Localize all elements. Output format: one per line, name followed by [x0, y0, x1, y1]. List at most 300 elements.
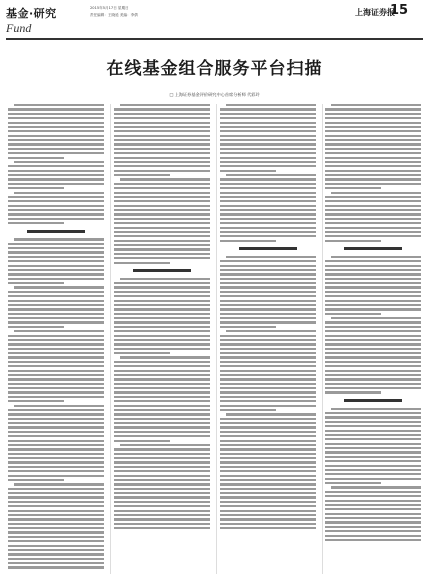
text-line [8, 321, 104, 323]
text-line [8, 514, 104, 516]
text-line [220, 510, 316, 512]
text-line [220, 479, 316, 481]
text-line [114, 527, 210, 529]
text-line [325, 122, 421, 124]
subheading-placeholder [114, 268, 210, 274]
text-line [325, 521, 421, 523]
text-line [114, 448, 210, 450]
text-line [8, 304, 104, 306]
text-line [114, 161, 210, 163]
text-line [220, 122, 316, 124]
text-line [220, 321, 316, 323]
text-line [325, 308, 421, 310]
text-line [325, 108, 421, 110]
text-line [220, 291, 316, 293]
text-line [114, 244, 210, 246]
text-line [8, 170, 104, 172]
text-line [220, 152, 316, 154]
text-line [8, 251, 104, 253]
text-line [120, 178, 210, 180]
text-line [325, 517, 421, 519]
text-line [220, 378, 316, 380]
text-line [8, 313, 104, 315]
text-line [325, 530, 421, 532]
text-line [8, 549, 104, 551]
text-line [325, 157, 421, 159]
text-line [114, 457, 210, 459]
text-line [8, 273, 104, 275]
text-line [220, 527, 316, 529]
text-line [325, 491, 421, 493]
text-line [226, 413, 316, 415]
text-line [325, 213, 421, 215]
text-line [8, 343, 104, 345]
text-line [114, 135, 210, 137]
text-line [8, 291, 104, 293]
text-line [325, 126, 421, 128]
text-line [8, 383, 104, 385]
text-line [8, 205, 104, 207]
text-line [331, 256, 421, 258]
text-line [220, 444, 316, 446]
text-line [8, 479, 64, 481]
text-line [325, 465, 421, 467]
text-line [220, 470, 316, 472]
text-line [114, 313, 210, 315]
text-line [114, 130, 210, 132]
text-line [325, 370, 421, 372]
text-line [325, 339, 421, 341]
text-line [325, 240, 381, 242]
text-line [8, 300, 104, 302]
text-line [114, 122, 210, 124]
text-line [114, 470, 210, 472]
text-line [220, 161, 316, 163]
text-line [14, 192, 104, 194]
text-line [8, 518, 104, 520]
text-line [325, 451, 421, 453]
text-line [8, 448, 104, 450]
text-line [226, 256, 316, 258]
text-line [220, 113, 316, 115]
text-line [220, 213, 316, 215]
text-line [220, 313, 316, 315]
text-line [220, 227, 316, 229]
text-line [114, 435, 210, 437]
text-line [220, 200, 316, 202]
text-line [8, 256, 104, 258]
text-line [220, 461, 316, 463]
text-line [114, 113, 210, 115]
text-line [325, 412, 421, 414]
text-line [114, 483, 210, 485]
text-line [8, 308, 104, 310]
text-line [8, 108, 104, 110]
text-line [8, 352, 104, 354]
text-line [114, 422, 210, 424]
text-line [8, 326, 64, 328]
text-line [325, 361, 421, 363]
text-line [114, 343, 210, 345]
text-line [114, 440, 170, 442]
subheading-placeholder [8, 228, 104, 234]
text-line [114, 370, 210, 372]
text-line [8, 396, 104, 398]
text-line [325, 200, 421, 202]
text-line [220, 352, 316, 354]
text-line [220, 235, 316, 237]
text-line [114, 218, 210, 220]
text-line [8, 475, 104, 477]
text-line [325, 139, 421, 141]
article-byline: □ 上海证券基金评价研究中心首席分析师 代彩玲 [169, 92, 260, 97]
text-line [325, 425, 421, 427]
text-column-2 [114, 104, 210, 531]
text-line [114, 413, 210, 415]
text-line [8, 418, 104, 420]
text-line [114, 139, 210, 141]
text-line [8, 431, 104, 433]
page-number: 15 [390, 3, 409, 18]
text-line [8, 178, 104, 180]
text-line [8, 496, 104, 498]
text-line [14, 104, 104, 106]
text-line [114, 174, 170, 176]
text-line [14, 405, 104, 407]
text-line [8, 505, 104, 507]
text-line [325, 430, 421, 432]
text-line [325, 504, 421, 506]
text-line [114, 143, 210, 145]
text-line [220, 418, 316, 420]
text-line [8, 278, 104, 280]
text-line [331, 104, 421, 106]
text-line [114, 291, 210, 293]
text-line [220, 514, 316, 516]
text-line [8, 370, 104, 372]
article-title: 在线基金组合服务平台扫描 [106, 59, 323, 79]
text-line [114, 126, 210, 128]
text-line [325, 482, 381, 484]
text-line [8, 143, 104, 145]
text-line [8, 183, 104, 185]
text-line [220, 222, 316, 224]
text-line [114, 117, 210, 119]
text-line [8, 540, 104, 542]
text-line [8, 174, 104, 176]
text-line [8, 562, 104, 564]
text-line [325, 178, 421, 180]
text-line [14, 483, 104, 485]
text-line [331, 408, 421, 410]
text-line [220, 278, 316, 280]
text-line [8, 209, 104, 211]
text-line [325, 434, 421, 436]
text-line [220, 205, 316, 207]
text-line [220, 348, 316, 350]
text-line [331, 486, 421, 488]
text-line [220, 361, 316, 363]
column-divider [322, 104, 323, 574]
text-line [220, 317, 316, 319]
text-column-1 [8, 104, 104, 571]
text-line [325, 130, 421, 132]
text-line [14, 161, 104, 163]
text-line [325, 500, 421, 502]
text-line [325, 335, 421, 337]
text-line [325, 278, 421, 280]
text-line [220, 409, 276, 411]
text-line [220, 170, 276, 172]
text-line [8, 348, 104, 350]
text-line [220, 370, 316, 372]
text-line [8, 527, 104, 529]
text-line [8, 422, 104, 424]
text-line [220, 483, 316, 485]
text-line [8, 135, 104, 137]
text-line [114, 365, 210, 367]
text-line [8, 139, 104, 141]
text-line [220, 383, 316, 385]
text-line [114, 510, 210, 512]
text-line [8, 196, 104, 198]
text-line [114, 165, 210, 167]
column-divider [216, 104, 217, 574]
text-line [114, 501, 210, 503]
text-line [8, 387, 104, 389]
text-line [220, 148, 316, 150]
text-line [325, 438, 421, 440]
text-line [220, 308, 316, 310]
text-line [325, 231, 421, 233]
text-line [8, 247, 104, 249]
text-line [8, 444, 104, 446]
text-line [114, 295, 210, 297]
text-line [220, 488, 316, 490]
text-line [114, 418, 210, 420]
text-line [114, 262, 170, 264]
text-line [325, 222, 421, 224]
text-line [325, 513, 421, 515]
text-line [325, 174, 421, 176]
text-line [325, 135, 421, 137]
text-line [8, 317, 104, 319]
column-divider [110, 104, 111, 574]
text-line [114, 453, 210, 455]
text-line [220, 108, 316, 110]
text-line [220, 400, 316, 402]
text-line [220, 453, 316, 455]
text-line [8, 148, 104, 150]
text-line [114, 505, 210, 507]
text-line [325, 282, 421, 284]
text-line [220, 374, 316, 376]
text-line [114, 222, 210, 224]
text-line [325, 235, 421, 237]
text-line [114, 231, 210, 233]
text-line [325, 152, 421, 154]
text-line [8, 335, 104, 337]
text-line [8, 391, 104, 393]
text-line [220, 440, 316, 442]
text-line [8, 339, 104, 341]
text-line [8, 558, 104, 560]
text-line [8, 295, 104, 297]
text-line [220, 496, 316, 498]
text-line [8, 260, 104, 262]
text-line [331, 192, 421, 194]
text-line [220, 343, 316, 345]
text-line [114, 391, 210, 393]
text-line [8, 243, 104, 245]
text-line [114, 227, 210, 229]
text-line [325, 300, 421, 302]
subheading-placeholder [220, 246, 316, 252]
text-line [325, 460, 421, 462]
text-line [114, 378, 210, 380]
text-line [220, 130, 316, 132]
text-line [8, 488, 104, 490]
page-header [0, 0, 429, 40]
text-line [114, 348, 210, 350]
text-line [114, 196, 210, 198]
text-line [220, 365, 316, 367]
text-line [220, 183, 316, 185]
text-line [8, 222, 64, 224]
text-line [220, 396, 316, 398]
text-line [325, 321, 421, 323]
text-line [114, 496, 210, 498]
text-line [220, 422, 316, 424]
text-line [325, 227, 421, 229]
text-line [114, 213, 210, 215]
section-name-en: Fund [6, 21, 32, 35]
text-line [114, 157, 210, 159]
text-line [220, 135, 316, 137]
text-line [8, 466, 104, 468]
text-line [8, 531, 104, 533]
text-line [220, 117, 316, 119]
text-line [114, 235, 210, 237]
text-line [325, 326, 421, 328]
text-line [325, 365, 421, 367]
text-line [8, 152, 104, 154]
text-line [8, 510, 104, 512]
text-line [8, 400, 64, 402]
text-line [114, 335, 210, 337]
text-line [325, 391, 381, 393]
text-line [8, 435, 104, 437]
text-line [220, 165, 316, 167]
text-line [8, 523, 104, 525]
text-line [114, 409, 210, 411]
text-line [325, 443, 421, 445]
text-line [325, 260, 421, 262]
text-line [226, 174, 316, 176]
text-line [114, 209, 210, 211]
text-line [220, 505, 316, 507]
header-rule [6, 38, 423, 40]
text-line [325, 416, 421, 418]
text-line [114, 192, 210, 194]
text-line [220, 231, 316, 233]
text-line [325, 165, 421, 167]
section-name: 基金·研究 [6, 7, 57, 20]
text-line [8, 117, 104, 119]
text-column-4 [325, 104, 421, 543]
text-line [220, 286, 316, 288]
text-line [114, 475, 210, 477]
text-line [8, 165, 104, 167]
text-line [325, 265, 421, 267]
text-line [8, 426, 104, 428]
text-line [114, 257, 210, 259]
text-line [114, 492, 210, 494]
text-line [114, 361, 210, 363]
text-line [325, 539, 421, 541]
text-line [325, 526, 421, 528]
text-line [114, 240, 210, 242]
text-line [325, 161, 421, 163]
text-line [8, 440, 104, 442]
text-line [220, 126, 316, 128]
text-line [325, 113, 421, 115]
text-line [325, 495, 421, 497]
text-line [325, 143, 421, 145]
text-line [220, 260, 316, 262]
text-line [325, 356, 421, 358]
text-line [8, 374, 104, 376]
text-line [8, 361, 104, 363]
text-line [8, 269, 104, 271]
text-line [220, 218, 316, 220]
text-line [114, 326, 210, 328]
text-line [114, 205, 210, 207]
text-line [325, 456, 421, 458]
text-line [220, 209, 316, 211]
subheading-placeholder [325, 398, 421, 404]
text-line [325, 348, 421, 350]
text-line [220, 265, 316, 267]
text-line [114, 200, 210, 202]
text-line [114, 518, 210, 520]
text-line [220, 431, 316, 433]
text-line [114, 148, 210, 150]
text-line [220, 139, 316, 141]
text-line [120, 444, 210, 446]
text-line [114, 405, 210, 407]
text-line [8, 536, 104, 538]
text-line [114, 426, 210, 428]
text-line [8, 492, 104, 494]
text-line [8, 113, 104, 115]
text-line [220, 304, 316, 306]
text-line [114, 286, 210, 288]
text-line [325, 469, 421, 471]
text-line [220, 187, 316, 189]
text-line [114, 317, 210, 319]
text-line [226, 104, 316, 106]
text-line [8, 122, 104, 124]
text-line [114, 400, 210, 402]
text-line [8, 409, 104, 411]
text-line [325, 343, 421, 345]
text-line [220, 387, 316, 389]
text-line [220, 295, 316, 297]
text-line [8, 545, 104, 547]
text-line [325, 273, 421, 275]
text-line [114, 479, 210, 481]
